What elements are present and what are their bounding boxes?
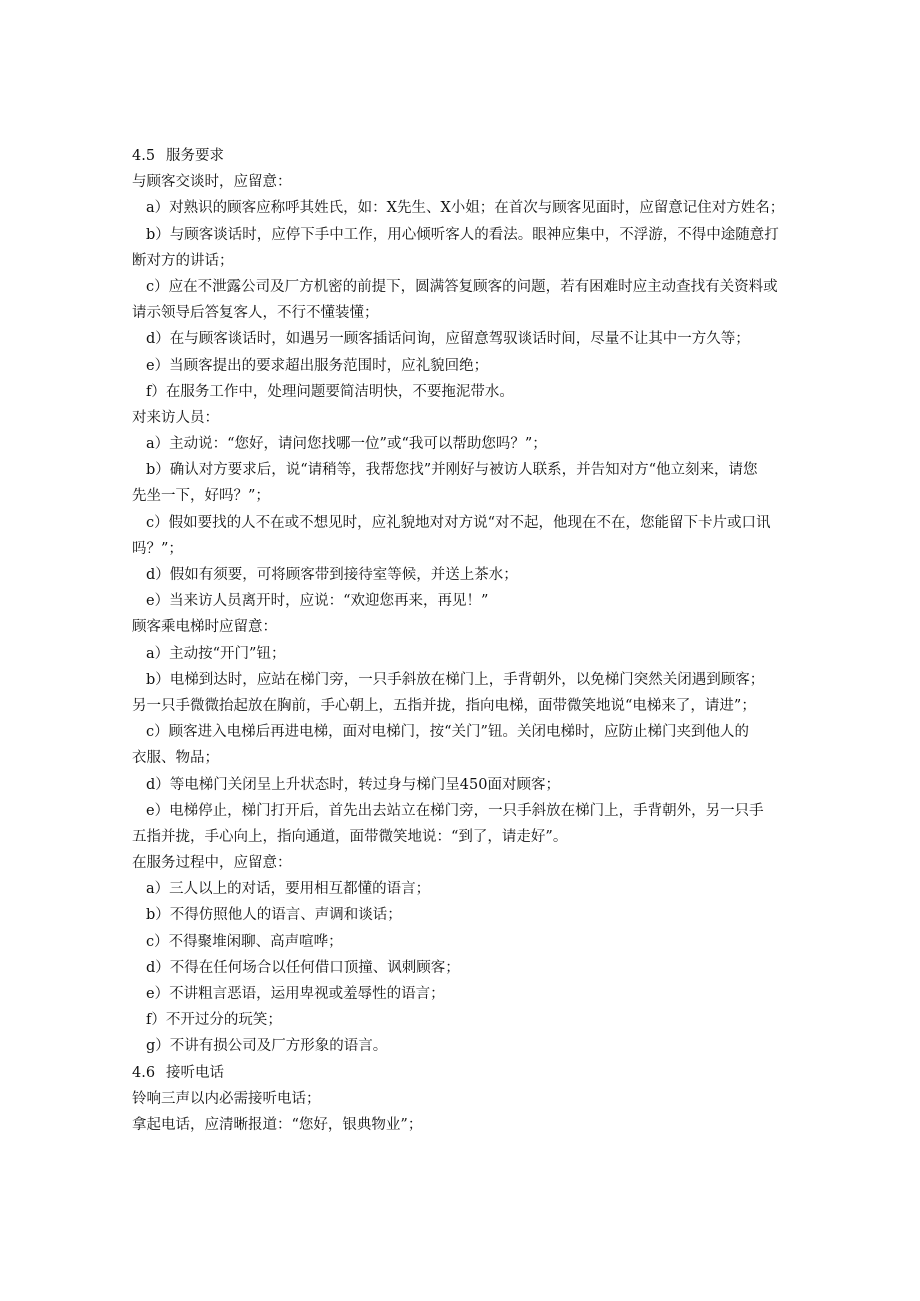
list-item: g）不讲有损公司及厂方形象的语言。 [146, 1038, 388, 1055]
section-number: 4.5 [132, 148, 156, 164]
list-item: e）不讲粗言恶语，运用卑视或羞辱性的语言； [146, 986, 445, 1002]
paragraph-line: 在服务过程中，应留意： [132, 855, 292, 872]
list-item: c）假如要找的人不在或不想见时，应礼貌地对对方说“对不起，他现在不在，您能留下卡片或口讯 [146, 514, 771, 531]
paragraph-line: 对来访人员： [132, 409, 219, 426]
list-item: b）确认对方要求后，说“请稍等，我帮您找”并刚好与被访人联系，并告知对方“他立刻来，请您 [146, 462, 758, 479]
list-item: b）不得仿照他人的语言、声调和谈话； [146, 907, 402, 924]
list-item-continuation: 断对方的讲话； [132, 252, 234, 269]
list-item: f）不开过分的玩笑； [146, 1012, 282, 1029]
list-item: a）主动说：“您好，请问您找哪一位”或“我可以帮助您吗？”； [146, 436, 547, 453]
list-item: d）假如有须要，可将顾客带到接待室等候，并送上茶水； [146, 567, 518, 583]
section-title: 服务要求 [166, 148, 224, 164]
list-item: d）不得在任何场合以任何借口顶撞、讽刺顾客； [146, 959, 460, 976]
list-item: e）当来访人员离开时，应说：“欢迎您再来，再见！” [146, 593, 489, 610]
list-item: e）当顾客提出的要求超出服务范围时，应礼貌回绝； [146, 357, 489, 374]
section-title: 接听电话 [166, 1064, 224, 1081]
list-item: d）在与顾客谈话时，如遇另一顾客插话问询，应留意驾驭谈话时间，尽量不让其中一方久等； [146, 331, 750, 348]
list-item-continuation: 五指并拢，手心向上，指向通道，面带微笑地说：“到了，请走好”。 [132, 828, 568, 845]
list-item-continuation: 衣服、物品； [132, 750, 219, 767]
paragraph-line: 拿起电话，应清晰报道：“您好，银典物业”； [132, 1116, 423, 1133]
paragraph-line: 顾客乘电梯时应留意： [132, 619, 277, 636]
list-item: c）不得聚堆闲聊、高声喧哗； [146, 933, 343, 950]
list-item-continuation: 请示领导后答复客人，不行不懂装懂； [132, 305, 379, 322]
paragraph-line: 与顾客交谈时，应留意： [132, 174, 292, 191]
list-item: a）对熟识的顾客应称呼其姓氏，如：X先生、X小姐；在首次与顾客见面时，应留意记住对方姓名； [146, 200, 785, 217]
section-heading-4-5 [132, 143, 792, 169]
list-item-continuation: 先坐一下，好吗？”； [132, 488, 270, 505]
section-heading-4-6 [132, 1060, 792, 1086]
section-number: 4.6 [132, 1064, 156, 1081]
list-item: a）三人以上的对话，要用相互都懂的语言； [146, 881, 431, 898]
list-item: c）应在不泄露公司及厂方机密的前提下，圆满答复顾客的问题，若有困难时应主动查找有关资料或 [146, 278, 778, 295]
list-item: b）与顾客谈话时，应停下手中工作，用心倾听客人的看法。眼神应集中，不浮游，不得中途随意打 [146, 226, 779, 243]
list-item-continuation: 吗？”； [132, 540, 183, 557]
list-item-continuation: 另一只手微微抬起放在胸前，手心朝上，五指并拢，指向电梯，面带微笑地说“电梯来了，请进”； [132, 697, 756, 714]
paragraph-line: 铃响三声以内必需接听电话； [132, 1090, 321, 1107]
list-item: d）等电梯门关闭呈上升状态时，转过身与梯门呈450面对顾客； [146, 776, 560, 793]
list-item: c）顾客进入电梯后再进电梯，面对电梯门，按“关门”钮。关闭电梯时，应防止梯门夹到他人的 [146, 724, 749, 741]
list-item: b）电梯到达时，应站在梯门旁，一只手斜放在梯门上，手背朝外，以免梯门突然关闭遇到顾客； [146, 671, 765, 688]
document-body [132, 143, 792, 1138]
list-item: e）电梯停止，梯门打开后，首先出去站立在梯门旁，一只手斜放在梯门上，手背朝外，另一只手 [146, 802, 764, 819]
list-item: a）主动按“开门”钮； [146, 645, 286, 662]
list-item: f）在服务工作中，处理问题要简洁明快，不要拖泥带水。 [146, 383, 514, 400]
